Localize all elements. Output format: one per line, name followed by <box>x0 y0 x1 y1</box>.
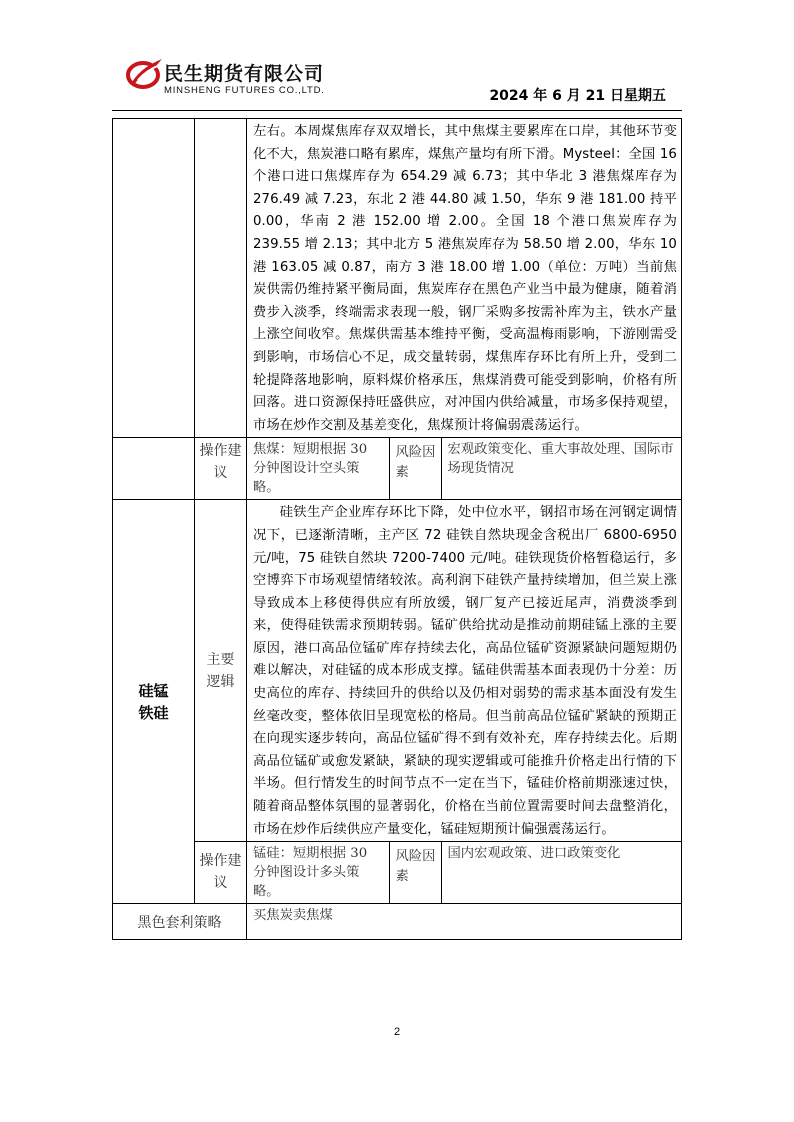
ferroalloy-logic-text: 硅铁生产企业库存环比下降，处中位水平，钢招市场在河钢定调情况下，已逐渐清晰，主产区 72 硅铁自然块现金含税出厂 6800-6950 元/吨，75 硅铁自然块 7200-7400 元/吨。硅铁现货价格暂稳运行，多空博弈下市场观望情绪较浓。高利润下硅铁产量持续增加，但兰炭上涨导致成本上移使得供应有所放缓，钢厂复产已接近尾声，消费淡季到来，使得硅铁需求预期转弱。锰矿供给扰动是推动前期硅锰上涨的主要原因，港口高品位锰矿库存持续去化，高品位锰矿资源紧缺问题短期仍难以解决，对硅锰的成本形成支撑。锰硅供需基本面表现仍十分差：历史高位的库存、持续回升的供给以及仍相对弱势的需求基本面没有发生丝毫改变，整体依旧呈现宽松的格局。但当前高品位锰矿紧缺的预期正在向现实逐步转向，高品位锰矿得不到有效补充，库存持续去化。后期高品位锰矿或愈发紧缺，紧缺的现实逻辑或可能推升价格走出行情的下半场。但行情发生的时间节点不一定在当下，锰硅价格前期涨速过快，随着商品整体氛围的显著弱化，价格在当前位置需要时间去盘整消化，市场在炒作后续供应产量变化，锰硅短期预计偏强震荡运行。 <box>253 505 677 837</box>
coking-logic-row <box>113 119 682 438</box>
ferroalloy-risk-text: 国内宏观政策、进口政策变化 <box>447 846 621 862</box>
ferroalloy-product-cell <box>113 500 195 904</box>
arbitrage-row <box>113 904 682 940</box>
coking-op-text: 焦煤：短期根据 30 分钟图设计空头策略。 <box>253 442 368 496</box>
arbitrage-label-cell <box>113 904 247 940</box>
page-header <box>0 0 794 110</box>
ferroalloy-op-cell <box>247 842 682 904</box>
arbitrage-text: 买焦炭卖焦煤 <box>253 908 333 924</box>
coking-operation-row <box>113 438 682 500</box>
coking-risk-label: 风险因素 <box>395 445 436 481</box>
ferroalloy-logic-label-cell <box>195 500 247 842</box>
coking-op-label-cell <box>195 438 247 500</box>
ferroalloy-product-label: 硅锰 铁硅 <box>138 681 169 722</box>
coking-logic-cell <box>247 119 682 438</box>
coking-product-cell-cont <box>113 438 195 500</box>
company-name-cn: 民生期货有限公司 <box>164 63 325 85</box>
coking-logic-text: 左右。本周煤焦库存双双增长，其中焦煤主要累库在口岸，其他环节变化不大，焦炭港口略有累库，煤焦产量均有所下滑。Mysteel：全国 16 个港口进口焦煤库存为 654.29 减 6.73；其中华北 3 港焦煤库存为 276.49 减 7.23，东北 2 港 44.80 减 1.50，华东 9 港 181.00 持平 0.00，华南 2 港 152.00 增 2.00。全国 18 个港口焦炭库存为 239.55 增 2.13；其中北方 5 港焦炭库存为 58.50 增 2.00，华东 10 港 163.05 减 0.87，南方 3 港 18.00 增 1.00（单位：万吨）当前焦炭供需仍维持紧平衡局面，焦炭库存在黑色产业当中最为健康，随着消费步入淡季，终端需求表现一般，钢厂采购多按需补库为主，铁水产量上涨空间收窄。焦煤供需基本维持平衡，受高温梅雨影响，下游刚需受到影响，市场信心不足，成交量转弱，煤焦库存环比有所上升，受到二轮提降落地影响，原料煤价格承压，焦煤消费可能受到影响，价格有所回落。进口资源保持旺盛供应，对冲国内供给减量，市场多保持观望，市场在炒作交割及基差变化，焦煤预计将偏弱震荡运行。 <box>253 124 677 433</box>
minsheng-logo-icon <box>126 56 164 90</box>
ferroalloy-op-label: 操作建议 <box>199 853 242 892</box>
arbitrage-text-cell <box>247 904 682 940</box>
coking-op-cell <box>247 438 682 500</box>
header-divider <box>112 110 682 111</box>
coking-op-label: 操作建议 <box>199 443 242 482</box>
ferroalloy-logic-row <box>113 500 682 842</box>
company-name-en: MINSHENG FUTURES CO.,LTD. <box>164 85 325 96</box>
ferroalloy-op-label-cell <box>195 842 247 904</box>
arbitrage-label: 黑色套利策略 <box>137 915 222 932</box>
coking-product-cell <box>113 119 195 438</box>
ferroalloy-op-text: 锰硅：短期根据 30 分钟图设计多头策略。 <box>253 846 368 900</box>
ferroalloy-risk-label: 风险因素 <box>395 849 436 885</box>
report-date: 2024 年 6 月 21 日星期五 <box>489 88 666 104</box>
page-number: 2 <box>393 1026 401 1038</box>
coking-risk-text: 宏观政策变化、重大事故处理、国际市场现货情况 <box>447 442 674 477</box>
ferroalloy-operation-row <box>113 842 682 904</box>
ferroalloy-logic-cell <box>247 500 682 842</box>
ferroalloy-logic-label: 主要逻辑 <box>206 651 235 690</box>
strategy-table <box>112 118 682 940</box>
coking-logic-label-cell <box>195 119 247 438</box>
